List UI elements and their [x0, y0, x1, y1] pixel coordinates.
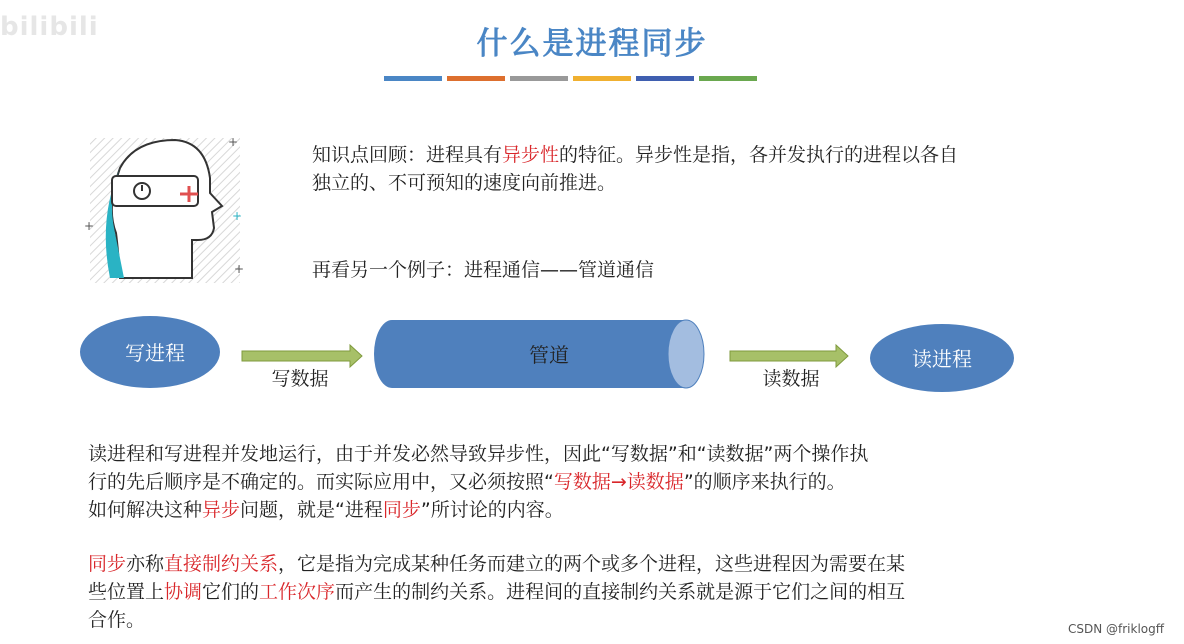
explain-line1: 读进程和写进程并发地运行，由于并发必然导致异步性，因此“写数据”和“读数据”两个操作执 [88, 443, 869, 465]
color-bar-yellow [573, 76, 631, 81]
explain-read-data: 读数据 [626, 471, 684, 493]
example-line: 再看另一个例子：进程通信——管道通信 [312, 259, 655, 281]
explain-async: 异步 [202, 499, 241, 521]
explain-line3-c: ”所讨论的内容。 [420, 499, 564, 521]
def-coordinate: 协调 [164, 581, 203, 603]
pipe-end [668, 320, 704, 388]
def-text: 合作。 [88, 609, 146, 631]
reader-process-label: 读进程 [912, 347, 972, 371]
svg-text:+: + [234, 262, 245, 276]
def-text: 些位置上 [88, 581, 165, 603]
color-bar-gray [510, 76, 568, 81]
write-arrow [242, 345, 362, 367]
explain-line3-b: 问题，就是“进程 [240, 499, 383, 521]
svg-text:+: + [228, 135, 239, 149]
color-bar-darkblue [636, 76, 694, 81]
svg-text:+: + [84, 219, 95, 233]
color-bar-blue [384, 76, 442, 81]
recap-line2: 独立的、不可预知的速度向前推进。 [312, 172, 617, 194]
thinking-head-icon [80, 128, 250, 288]
recap-highlight: 异步性 [502, 144, 560, 166]
def-text: 它们的 [202, 581, 260, 603]
explain-arrow: → [610, 471, 627, 493]
recap-text: 知识点回顾：进程具有 [312, 144, 503, 166]
def-work-order: 工作次序 [259, 581, 336, 603]
bilibili-watermark: bilibili [0, 12, 99, 42]
page-title: 什么是进程同步 [476, 26, 708, 62]
recap-paragraph [312, 141, 1132, 197]
read-data-label: 读数据 [762, 368, 820, 390]
pipe-label: 管道 [529, 343, 569, 367]
svg-text:+: + [232, 209, 243, 223]
pipe-communication-diagram [0, 300, 1184, 410]
color-bar-orange [447, 76, 505, 81]
color-bar-green [699, 76, 757, 81]
def-sync: 同步 [88, 553, 127, 575]
explain-write-data: 写数据 [553, 471, 611, 493]
definition-paragraph [88, 550, 1118, 634]
writer-process-label: 写进程 [125, 341, 185, 365]
read-arrow [730, 345, 848, 367]
recap-text-rest: 的特征。异步性是指，各并发执行的进程以各自 [559, 144, 959, 166]
def-text: 而产生的制约关系。进程间的直接制约关系就是源于它们之间的相互 [335, 581, 906, 603]
explain-line3-a: 如何解决这种 [88, 499, 203, 521]
def-text: ，它是指为完成某种任务而建立的两个或多个进程，这些进程因为需要在某 [278, 553, 906, 575]
explain-line2-a: 行的先后顺序是不确定的。而实际应用中，又必须按照“ [88, 471, 554, 493]
explain-line2-b: ”的顺序来执行的。 [683, 471, 846, 493]
def-direct-constraint: 直接制约关系 [164, 553, 279, 575]
explain-sync: 同步 [382, 499, 421, 521]
explanation-paragraph [88, 440, 1118, 524]
write-data-label: 写数据 [271, 368, 329, 390]
csdn-attribution: CSDN @friklogff [1067, 622, 1164, 636]
def-text: 亦称 [126, 553, 165, 575]
